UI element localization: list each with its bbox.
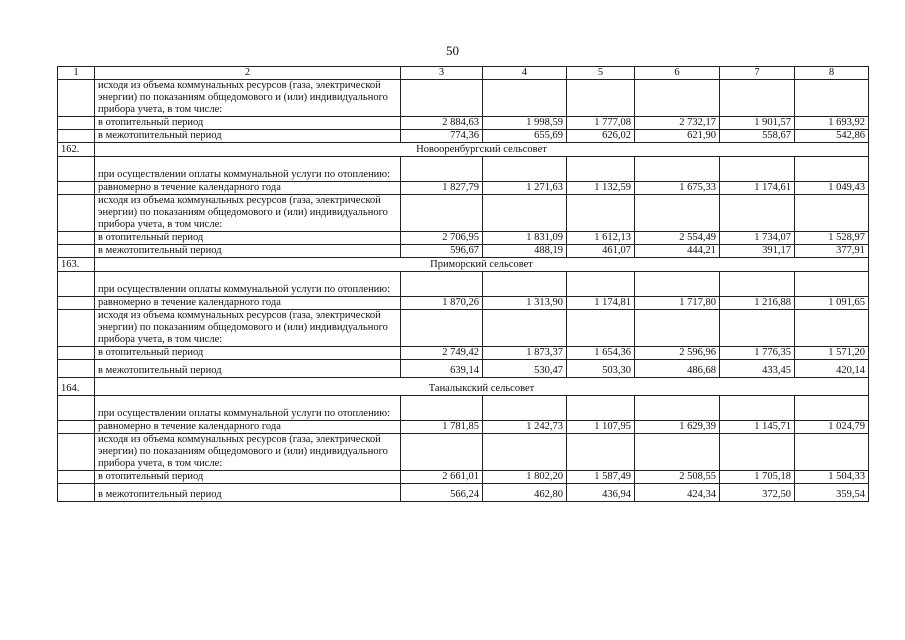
section-number: 164. bbox=[58, 378, 95, 396]
value-cell bbox=[795, 434, 869, 471]
table-row bbox=[58, 80, 869, 117]
row-description: в межотопительный период bbox=[95, 484, 401, 502]
table-row bbox=[58, 421, 869, 434]
table-row bbox=[58, 484, 869, 502]
value-cell bbox=[401, 157, 483, 182]
value-cell: 1 693,92 bbox=[795, 117, 869, 130]
value-cell: 391,17 bbox=[720, 245, 795, 258]
value-cell bbox=[720, 80, 795, 117]
value-cell: 1 024,79 bbox=[795, 421, 869, 434]
value-cell bbox=[635, 157, 720, 182]
value-cell bbox=[720, 310, 795, 347]
value-cell: 2 596,96 bbox=[635, 347, 720, 360]
value-cell bbox=[635, 434, 720, 471]
value-cell: 1 107,95 bbox=[567, 421, 635, 434]
value-cell: 1 654,36 bbox=[567, 347, 635, 360]
table-row bbox=[58, 310, 869, 347]
row-number-cell bbox=[58, 80, 95, 117]
value-cell: 1 145,71 bbox=[720, 421, 795, 434]
column-header: 2 bbox=[95, 67, 401, 80]
row-description: при осуществлении оплаты коммунальной услуги по отоплению: bbox=[95, 272, 401, 297]
value-cell: 377,91 bbox=[795, 245, 869, 258]
section-row bbox=[58, 378, 869, 396]
table-row bbox=[58, 471, 869, 484]
value-cell: 2 884,63 bbox=[401, 117, 483, 130]
value-cell bbox=[483, 157, 567, 182]
value-cell: 1 901,57 bbox=[720, 117, 795, 130]
value-cell: 596,67 bbox=[401, 245, 483, 258]
value-cell: 1 528,97 bbox=[795, 232, 869, 245]
row-number-cell bbox=[58, 245, 95, 258]
value-cell: 1 781,85 bbox=[401, 421, 483, 434]
row-number-cell bbox=[58, 421, 95, 434]
row-description: в межотопительный период bbox=[95, 130, 401, 143]
value-cell: 436,94 bbox=[567, 484, 635, 502]
value-cell: 2 749,42 bbox=[401, 347, 483, 360]
value-cell: 1 216,88 bbox=[720, 297, 795, 310]
row-number-cell bbox=[58, 297, 95, 310]
value-cell: 1 132,59 bbox=[567, 182, 635, 195]
value-cell bbox=[483, 195, 567, 232]
value-cell bbox=[720, 195, 795, 232]
value-cell: 2 732,17 bbox=[635, 117, 720, 130]
tariff-table bbox=[57, 66, 869, 502]
value-cell: 2 508,55 bbox=[635, 471, 720, 484]
section-title: Приморский сельсовет bbox=[95, 258, 869, 272]
row-number-cell bbox=[58, 130, 95, 143]
row-description: равномерно в течение календарного года bbox=[95, 297, 401, 310]
value-cell: 1 776,35 bbox=[720, 347, 795, 360]
value-cell: 558,67 bbox=[720, 130, 795, 143]
row-number-cell bbox=[58, 272, 95, 297]
value-cell bbox=[635, 195, 720, 232]
value-cell bbox=[483, 272, 567, 297]
table-row bbox=[58, 130, 869, 143]
row-description: в отопительный период bbox=[95, 232, 401, 245]
section-title: Новооренбургский сельсовет bbox=[95, 143, 869, 157]
table-row bbox=[58, 396, 869, 421]
value-cell bbox=[567, 272, 635, 297]
value-cell bbox=[401, 195, 483, 232]
value-cell: 1 504,33 bbox=[795, 471, 869, 484]
value-cell bbox=[483, 434, 567, 471]
row-number-cell bbox=[58, 310, 95, 347]
value-cell bbox=[720, 396, 795, 421]
value-cell: 503,30 bbox=[567, 360, 635, 378]
value-cell: 488,19 bbox=[483, 245, 567, 258]
value-cell bbox=[795, 195, 869, 232]
value-cell bbox=[401, 434, 483, 471]
value-cell: 420,14 bbox=[795, 360, 869, 378]
column-header: 5 bbox=[567, 67, 635, 80]
value-cell bbox=[483, 80, 567, 117]
value-cell bbox=[567, 195, 635, 232]
table-row bbox=[58, 182, 869, 195]
value-cell bbox=[567, 157, 635, 182]
value-cell bbox=[795, 272, 869, 297]
value-cell: 626,02 bbox=[567, 130, 635, 143]
value-cell bbox=[720, 434, 795, 471]
value-cell: 1 313,90 bbox=[483, 297, 567, 310]
value-cell: 542,86 bbox=[795, 130, 869, 143]
value-cell bbox=[401, 272, 483, 297]
value-cell: 2 554,49 bbox=[635, 232, 720, 245]
row-number-cell bbox=[58, 471, 95, 484]
table-row bbox=[58, 347, 869, 360]
header-row bbox=[58, 67, 869, 80]
value-cell: 655,69 bbox=[483, 130, 567, 143]
value-cell: 1 271,63 bbox=[483, 182, 567, 195]
value-cell: 433,45 bbox=[720, 360, 795, 378]
column-header: 6 bbox=[635, 67, 720, 80]
row-description: исходя из объема коммунальных ресурсов (газа, электрической энергии) по показаниям общедомового и (или) индивидуального прибора учета, в том числе: bbox=[95, 80, 401, 117]
row-number-cell bbox=[58, 117, 95, 130]
value-cell bbox=[635, 272, 720, 297]
row-description: в отопительный период bbox=[95, 471, 401, 484]
row-description: в межотопительный период bbox=[95, 245, 401, 258]
table-row bbox=[58, 195, 869, 232]
value-cell bbox=[483, 396, 567, 421]
value-cell: 1 998,59 bbox=[483, 117, 567, 130]
table-row bbox=[58, 434, 869, 471]
row-description: в межотопительный период bbox=[95, 360, 401, 378]
value-cell bbox=[635, 310, 720, 347]
value-cell: 1 734,07 bbox=[720, 232, 795, 245]
row-number-cell bbox=[58, 484, 95, 502]
value-cell bbox=[795, 80, 869, 117]
value-cell bbox=[635, 80, 720, 117]
section-row bbox=[58, 143, 869, 157]
value-cell bbox=[795, 310, 869, 347]
value-cell: 1 777,08 bbox=[567, 117, 635, 130]
value-cell: 2 661,01 bbox=[401, 471, 483, 484]
table-body bbox=[58, 67, 869, 502]
value-cell bbox=[567, 396, 635, 421]
row-number-cell bbox=[58, 347, 95, 360]
value-cell: 1 174,81 bbox=[567, 297, 635, 310]
table-row bbox=[58, 157, 869, 182]
row-number-cell bbox=[58, 434, 95, 471]
value-cell: 566,24 bbox=[401, 484, 483, 502]
table-row bbox=[58, 272, 869, 297]
value-cell: 359,54 bbox=[795, 484, 869, 502]
value-cell bbox=[635, 396, 720, 421]
value-cell bbox=[795, 396, 869, 421]
value-cell bbox=[720, 272, 795, 297]
value-cell bbox=[720, 157, 795, 182]
value-cell bbox=[483, 310, 567, 347]
value-cell: 444,21 bbox=[635, 245, 720, 258]
value-cell: 621,90 bbox=[635, 130, 720, 143]
value-cell: 1 242,73 bbox=[483, 421, 567, 434]
table-row bbox=[58, 297, 869, 310]
value-cell bbox=[567, 310, 635, 347]
value-cell bbox=[567, 434, 635, 471]
value-cell: 1 705,18 bbox=[720, 471, 795, 484]
value-cell: 1 717,80 bbox=[635, 297, 720, 310]
column-header: 7 bbox=[720, 67, 795, 80]
value-cell: 639,14 bbox=[401, 360, 483, 378]
table-row bbox=[58, 117, 869, 130]
value-cell: 1 870,26 bbox=[401, 297, 483, 310]
column-header: 4 bbox=[483, 67, 567, 80]
value-cell: 486,68 bbox=[635, 360, 720, 378]
value-cell: 1 675,33 bbox=[635, 182, 720, 195]
page-number: 50 bbox=[446, 43, 459, 58]
row-number-cell bbox=[58, 157, 95, 182]
row-number-cell bbox=[58, 182, 95, 195]
value-cell: 1 629,39 bbox=[635, 421, 720, 434]
value-cell: 1 091,65 bbox=[795, 297, 869, 310]
value-cell bbox=[401, 310, 483, 347]
value-cell bbox=[401, 396, 483, 421]
table-row bbox=[58, 232, 869, 245]
section-number: 163. bbox=[58, 258, 95, 272]
value-cell: 372,50 bbox=[720, 484, 795, 502]
value-cell bbox=[795, 157, 869, 182]
row-description: равномерно в течение календарного года bbox=[95, 182, 401, 195]
row-number-cell bbox=[58, 396, 95, 421]
row-description: исходя из объема коммунальных ресурсов (газа, электрической энергии) по показаниям общедомового и (или) индивидуального прибора учета, в том числе: bbox=[95, 434, 401, 471]
column-header: 8 bbox=[795, 67, 869, 80]
row-description: в отопительный период bbox=[95, 347, 401, 360]
value-cell: 1 827,79 bbox=[401, 182, 483, 195]
row-description: исходя из объема коммунальных ресурсов (газа, электрической энергии) по показаниям общедомового и (или) индивидуального прибора учета, в том числе: bbox=[95, 310, 401, 347]
value-cell: 1 802,20 bbox=[483, 471, 567, 484]
value-cell: 530,47 bbox=[483, 360, 567, 378]
section-row bbox=[58, 258, 869, 272]
value-cell bbox=[401, 80, 483, 117]
value-cell: 462,80 bbox=[483, 484, 567, 502]
row-description: исходя из объема коммунальных ресурсов (газа, электрической энергии) по показаниям общедомового и (или) индивидуального прибора учета, в том числе: bbox=[95, 195, 401, 232]
row-number-cell bbox=[58, 232, 95, 245]
value-cell: 1 873,37 bbox=[483, 347, 567, 360]
row-number-cell bbox=[58, 195, 95, 232]
value-cell: 774,36 bbox=[401, 130, 483, 143]
value-cell: 1 587,49 bbox=[567, 471, 635, 484]
value-cell: 1 831,09 bbox=[483, 232, 567, 245]
row-description: при осуществлении оплаты коммунальной услуги по отоплению: bbox=[95, 157, 401, 182]
value-cell: 461,07 bbox=[567, 245, 635, 258]
section-number: 162. bbox=[58, 143, 95, 157]
row-description: при осуществлении оплаты коммунальной услуги по отоплению: bbox=[95, 396, 401, 421]
row-description: в отопительный период bbox=[95, 117, 401, 130]
value-cell: 424,34 bbox=[635, 484, 720, 502]
section-title: Таналыкский сельсовет bbox=[95, 378, 869, 396]
table-row bbox=[58, 245, 869, 258]
table-row bbox=[58, 360, 869, 378]
value-cell: 2 706,95 bbox=[401, 232, 483, 245]
value-cell: 1 571,20 bbox=[795, 347, 869, 360]
value-cell: 1 049,43 bbox=[795, 182, 869, 195]
value-cell: 1 174,61 bbox=[720, 182, 795, 195]
column-header: 1 bbox=[58, 67, 95, 80]
row-number-cell bbox=[58, 360, 95, 378]
column-header: 3 bbox=[401, 67, 483, 80]
value-cell: 1 612,13 bbox=[567, 232, 635, 245]
value-cell bbox=[567, 80, 635, 117]
row-description: равномерно в течение календарного года bbox=[95, 421, 401, 434]
